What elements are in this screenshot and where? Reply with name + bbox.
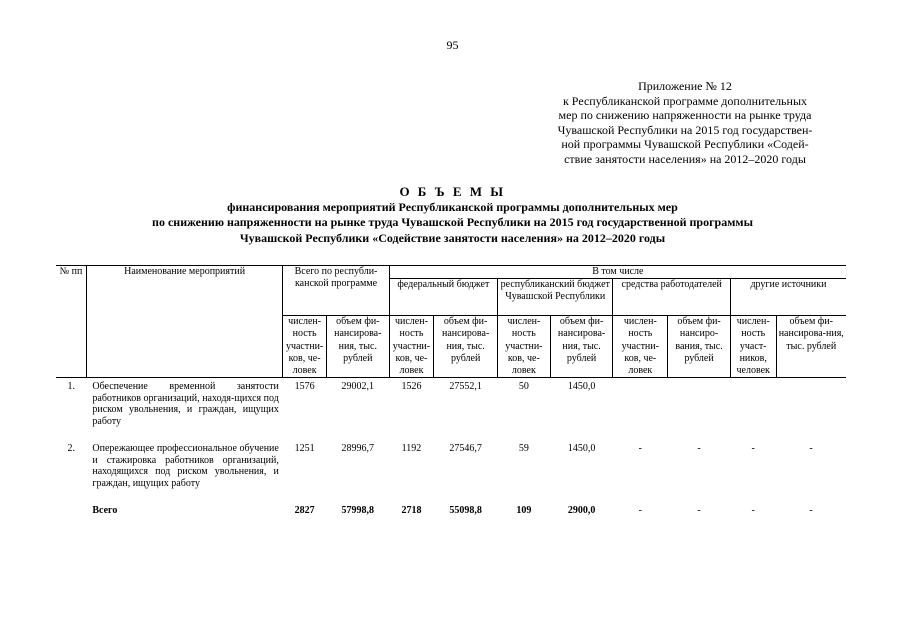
header-sub: объем фи-нансирова-ния, тыс. рублей xyxy=(326,316,389,378)
row-cell: 28996,7 xyxy=(341,443,375,455)
total-cell: - xyxy=(638,505,642,517)
total-cell: - xyxy=(809,505,813,517)
total-label: Всего xyxy=(92,505,118,517)
row-cell: - xyxy=(809,443,813,455)
row-cell: 27552,1 xyxy=(449,381,482,393)
header-sub: числен-ность участни-ков, че-ловек xyxy=(498,316,551,378)
appendix-line: ной программы Чувашской Республики «Содей- xyxy=(561,137,809,152)
header-total: Всего по республи-канской программе xyxy=(283,266,389,316)
row-cell: 29002,1 xyxy=(341,381,375,393)
row-cell: 1576 xyxy=(294,381,315,393)
total-cell: - xyxy=(697,505,701,517)
header-num: № пп xyxy=(56,266,86,378)
total-cell: 2827 xyxy=(294,505,315,517)
row-name: Опережающее профессиональное обучение и стажировка работников организаций, находящихся под риском увольнения, и граждан, ищущих работу xyxy=(92,443,279,489)
row-cell: 1450,0 xyxy=(567,443,596,455)
row-cell: 59 xyxy=(518,443,529,455)
row-num: 2. xyxy=(67,443,75,455)
header-group-federal: федеральный бюджет xyxy=(389,279,497,316)
subtitle-line: Чувашской Республики «Содействие занятости населения» на 2012–2020 годы xyxy=(239,230,666,245)
row-spacer xyxy=(56,427,846,443)
table-row xyxy=(56,443,846,489)
appendix-line: Чувашской Республики на 2015 год государствен- xyxy=(557,122,813,137)
total-cell: 57998,8 xyxy=(341,505,375,517)
row-cell: - xyxy=(751,443,755,455)
header-sub: числен-ность участни-ков, че-ловек xyxy=(389,316,434,378)
header-group-other: другие источники xyxy=(750,279,827,291)
header-sub: числен-ность участ-ников, человек xyxy=(730,316,776,378)
page-number: 95 xyxy=(446,38,459,52)
title-main: О Б Ъ Е М Ы xyxy=(399,184,506,199)
row-cell xyxy=(776,378,846,428)
total-cell: 2900,0 xyxy=(567,505,596,517)
row-cell: - xyxy=(638,443,642,455)
row-cell: 50 xyxy=(518,381,529,393)
total-cell: 2718 xyxy=(401,505,422,517)
subtitle-line: по снижению напряженности на рынке труда Чувашской Республики на 2015 год государственной программы xyxy=(152,215,753,230)
row-cell: 27546,7 xyxy=(449,443,482,455)
row-cell: 1526 xyxy=(401,381,422,393)
row-cell: 1450,0 xyxy=(567,381,596,393)
header-row xyxy=(56,266,846,279)
row-name: Обеспечение временной занятости работников организаций, находя-щихся под риском увольнения, и граждан, ищущих работу xyxy=(92,381,279,427)
total-num-blank xyxy=(56,505,86,517)
total-cell: - xyxy=(751,505,755,517)
header-sub: объем фи-нансирова-ния, тыс. рублей xyxy=(550,316,613,378)
header-sub: числен-ность участни-ков, че-ловек xyxy=(613,316,668,378)
financing-table xyxy=(56,265,846,517)
header-name: Наименование мероприятий xyxy=(86,266,282,378)
header-sub: объем фи-нансиро-вания, тыс. рублей xyxy=(668,316,731,378)
row-cell: 1251 xyxy=(294,443,315,455)
total-cell: 109 xyxy=(516,505,532,517)
total-cell: 55098,8 xyxy=(449,505,482,517)
header-sub: числен-ность участни-ков, че-ловек xyxy=(283,316,327,378)
table-row xyxy=(56,378,846,428)
appendix-line: Приложение № 12 xyxy=(638,79,732,93)
row-cell xyxy=(613,378,668,428)
row-cell xyxy=(668,378,731,428)
header-group-republican: республиканский бюджет Чувашской Республики xyxy=(498,279,613,316)
row-spacer xyxy=(56,489,846,505)
row-num: 1. xyxy=(67,381,75,393)
header-group-employers: средства работодателей xyxy=(613,279,730,316)
document-title xyxy=(0,184,905,246)
header-sub: объем фи-нансирова-ния, тыс. рублей xyxy=(776,316,846,378)
appendix-line: ствие занятости населения» на 2012–2020 годы xyxy=(564,151,806,166)
appendix-line: мер по снижению напряженности на рынке труда xyxy=(558,108,812,123)
row-cell: 1192 xyxy=(401,443,422,455)
subtitle-line: финансирования мероприятий Республиканской программы дополнительных мер xyxy=(227,200,678,214)
row-cell: - xyxy=(697,443,701,455)
header-sub: объем фи-нансирова-ния, тыс. рублей xyxy=(434,316,498,378)
header-including: В том числе xyxy=(389,266,846,279)
row-cell xyxy=(730,378,776,428)
appendix-line: к Республиканской программе дополнительных xyxy=(562,93,808,108)
total-row xyxy=(56,505,846,517)
appendix-block xyxy=(520,79,850,167)
